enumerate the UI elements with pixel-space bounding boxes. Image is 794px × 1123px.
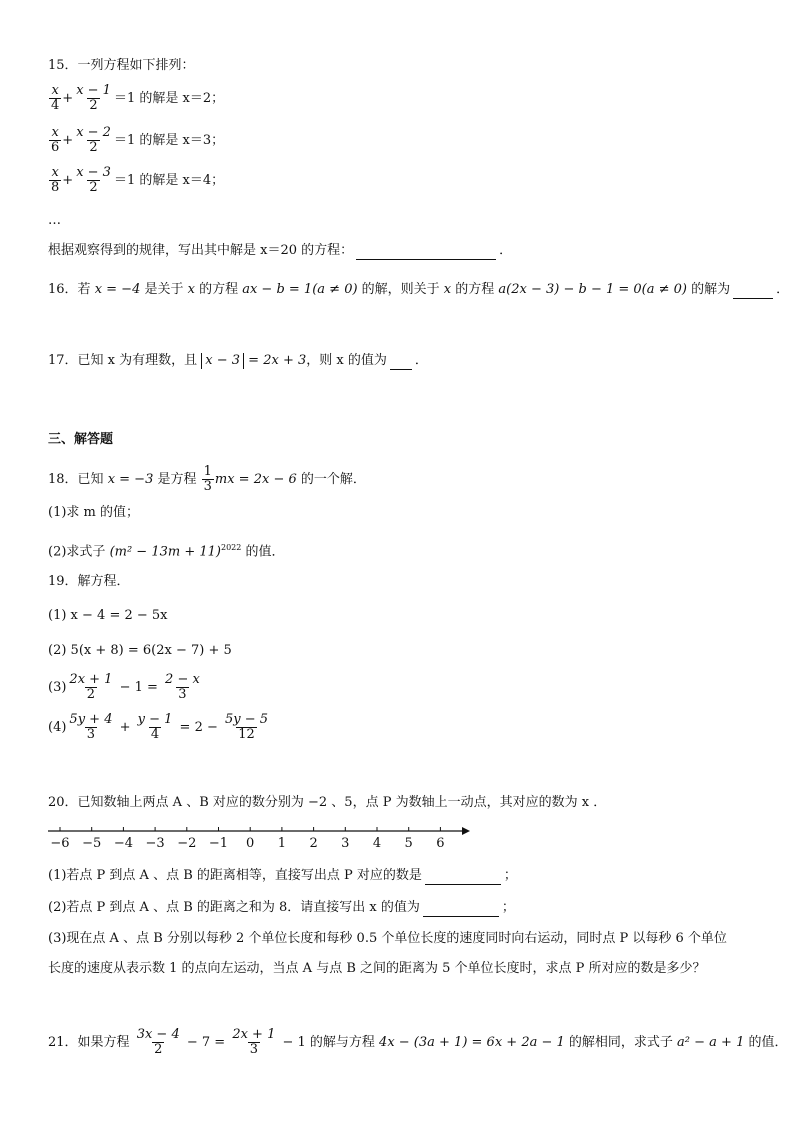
answer-blank[interactable] (390, 355, 412, 370)
tick-label: 0 (246, 836, 255, 851)
q19-sub4: (4) $\frac{5y + 4}{3}$ + $\frac{y - 1}{4}$ = 2 − $\frac{5y - 5}{12}$ (48, 712, 269, 742)
fraction: $\frac{x}{8}$ (51, 165, 60, 195)
q20-intro: 20．已知数轴上两点 A 、B 对应的数分别为 −2 、5，点 P 为数轴上一动点，其对应的数为 x ． (48, 795, 607, 810)
section-heading: 三、解答题 (48, 432, 114, 447)
q20-sub2: (2)若点 P 到点 A 、点 B 的距离之和为 8．请直接写出 x 的值为 ； (48, 900, 515, 915)
q15-eq2: $\frac{x}{6}$ + $\frac{x - 2}{2}$ ＝1 的解是 x＝3； (51, 125, 225, 155)
fraction: $\frac{5y + 4}{3}$ (69, 712, 113, 742)
fraction: $\frac{3x - 4}{2}$ (136, 1027, 180, 1057)
fraction: $\frac{2x + 1}{2}$ (69, 672, 113, 702)
tick-label: 3 (341, 836, 350, 851)
q15-ellipsis: … (48, 213, 61, 228)
q16: 16．若 x = −4 是关于 x 的方程 ax − b = 1(a ≠ 0) 的解，则关于 x 的方程 a(2x − 3) − b − 1 = 0(a ≠ 0) 的解为 ． (48, 282, 790, 297)
q19-sub2: (2) 5(x + 8) = 6(2x − 7) + 5 (48, 643, 232, 658)
tick-label: −1 (208, 836, 229, 851)
q18-sub1: (1)求 m 的值； (48, 505, 140, 520)
arrow-icon (462, 827, 470, 835)
fraction: $\frac{x}{6}$ (51, 125, 60, 155)
tick-label: 1 (277, 836, 287, 851)
q17: 17．已知 x 为有理数，且 x − 3 = 2x + 3，则 x 的值为 ． (48, 353, 428, 368)
tick-label: 4 (372, 836, 382, 851)
tick-label: 5 (404, 836, 413, 851)
q15-intro: 15．一列方程如下排列： (48, 58, 195, 73)
absolute-value: x − 3 (201, 353, 244, 369)
answer-blank[interactable] (733, 284, 773, 299)
q19-sub3: (3) $\frac{2x + 1}{2}$ − 1 = $\frac{2 - x}{3}$ (48, 672, 200, 702)
fraction: $\frac{x - 1}{2}$ (76, 83, 111, 113)
tick-label: −2 (177, 836, 197, 851)
tick-label: −6 (50, 836, 70, 851)
fraction: $\frac{5y - 5}{12}$ (225, 712, 269, 742)
answer-blank[interactable] (356, 245, 496, 260)
tick-label: −4 (113, 836, 133, 851)
fraction: $\frac{2x + 1}{3}$ (232, 1027, 276, 1057)
answer-blank[interactable] (425, 870, 501, 885)
q20-sub3-line2: 长度的速度从表示数 1 的点向左运动，当点 A 与点 B 之间的距离为 5 个单位长度时，求点 P 所对应的数是多少？ (48, 961, 706, 976)
fraction: $\frac{y - 1}{4}$ (137, 712, 173, 742)
tick-label: −5 (82, 836, 102, 851)
number-line (44, 822, 474, 852)
q15-question: 根据观察得到的规律，写出其中解是 x＝20 的方程： ． (48, 243, 513, 258)
tick-label: 6 (436, 836, 445, 851)
fraction: $\frac{x - 2}{2}$ (76, 125, 111, 155)
q15-eq3: $\frac{x}{8}$ + $\frac{x - 3}{2}$ ＝1 的解是 x＝4； (51, 165, 225, 195)
fraction: $\frac{2 - x}{3}$ (165, 672, 200, 702)
q18: 18．已知 x = −3 是方程 $\frac{1}{3}$ mx = 2x − 6 的一个解． (48, 464, 366, 494)
tick-label: −3 (145, 836, 165, 851)
q19-sub1: (1) x − 4 = 2 − 5x (48, 608, 168, 623)
fraction: $\frac{1}{3}$ (203, 464, 212, 494)
q19-title: 19．解方程． (48, 574, 130, 589)
fraction: $\frac{x}{4}$ (51, 83, 60, 113)
q20-sub3-line1: (3)现在点 A 、点 B 分别以每秒 2 个单位长度和每秒 0.5 个单位长度的速度同时向右运动，同时点 P 以每秒 6 个单位 (48, 931, 727, 946)
tick-label: 2 (309, 836, 318, 851)
q20-sub1: (1)若点 P 到点 A 、点 B 的距离相等，直接写出点 P 对应的数是 ； (48, 868, 517, 883)
answer-blank[interactable] (423, 902, 499, 917)
q21: 21．如果方程 $\frac{3x - 4}{2}$ − 7 = $\frac{2x + 1}{3}$ − 1 的解与方程 4x − (3a + 1) = 6x + 2a − 1 的解相同，求式子 a² − a + 1 的值． (48, 1027, 788, 1057)
q15-eq1: $\frac{x}{4}$ + $\frac{x - 1}{2}$ ＝1 的解是 x＝2； (51, 83, 225, 113)
q18-sub2: (2)求式子 $(m^2 - 13m + 11)^{2022}$ 的值． (48, 543, 285, 560)
fraction: $\frac{x - 3}{2}$ (76, 165, 111, 195)
